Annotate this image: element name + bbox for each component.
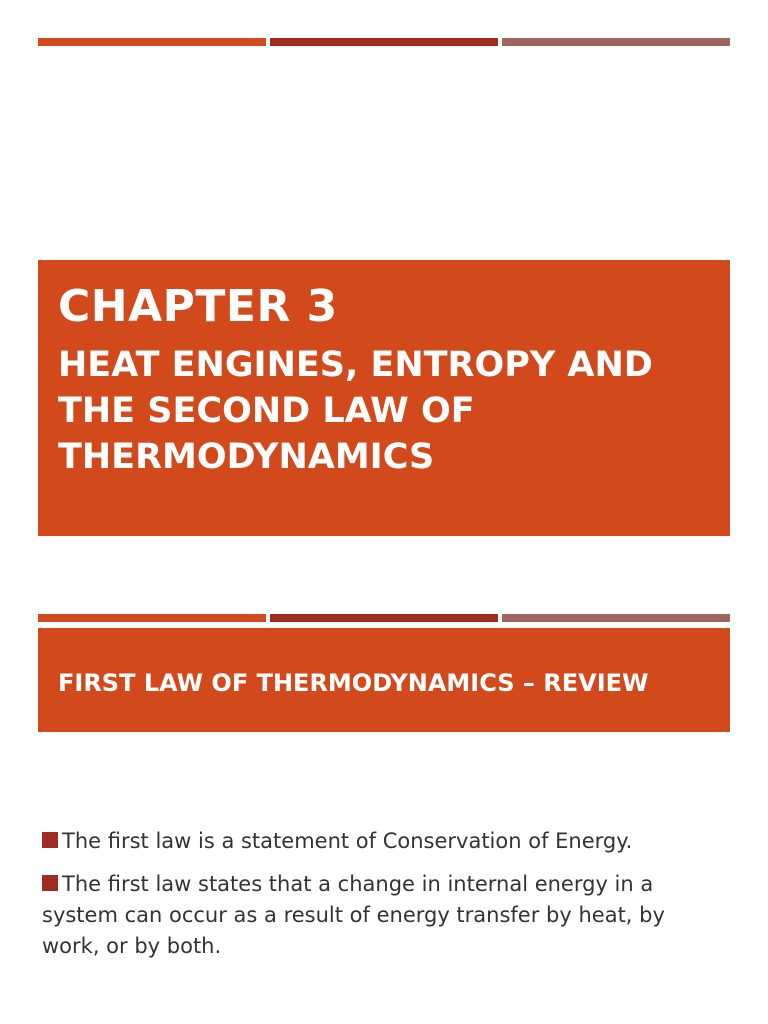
accent-bar-mid bbox=[38, 614, 730, 622]
bullet-text: The first law is a statement of Conservation of Energy. bbox=[62, 829, 633, 853]
chapter-title: CHAPTER 3 bbox=[58, 281, 338, 332]
accent-segment-orange bbox=[38, 38, 266, 46]
accent-segment-red bbox=[270, 614, 498, 622]
accent-segment-mauve bbox=[502, 38, 730, 46]
square-bullet-icon bbox=[42, 875, 58, 891]
chapter-subtitle: HEAT ENGINES, ENTROPY AND THE SECOND LAW OF THERMODYNAMICS bbox=[58, 345, 653, 477]
bullet-item bbox=[42, 869, 682, 962]
square-bullet-icon bbox=[42, 832, 58, 848]
bullet-list bbox=[42, 826, 682, 974]
accent-segment-mauve bbox=[502, 614, 730, 622]
section-heading: FIRST LAW OF THERMODYNAMICS – REVIEW bbox=[58, 669, 649, 697]
accent-segment-orange bbox=[38, 614, 266, 622]
accent-bar-top bbox=[38, 38, 730, 46]
bullet-item bbox=[42, 826, 682, 857]
bullet-text: The first law states that a change in internal energy in a system can occur as a result of energy transfer by heat, by work, or by both. bbox=[42, 872, 665, 958]
section-heading-panel bbox=[38, 628, 730, 732]
accent-segment-red bbox=[270, 38, 498, 46]
title-panel bbox=[38, 260, 730, 536]
